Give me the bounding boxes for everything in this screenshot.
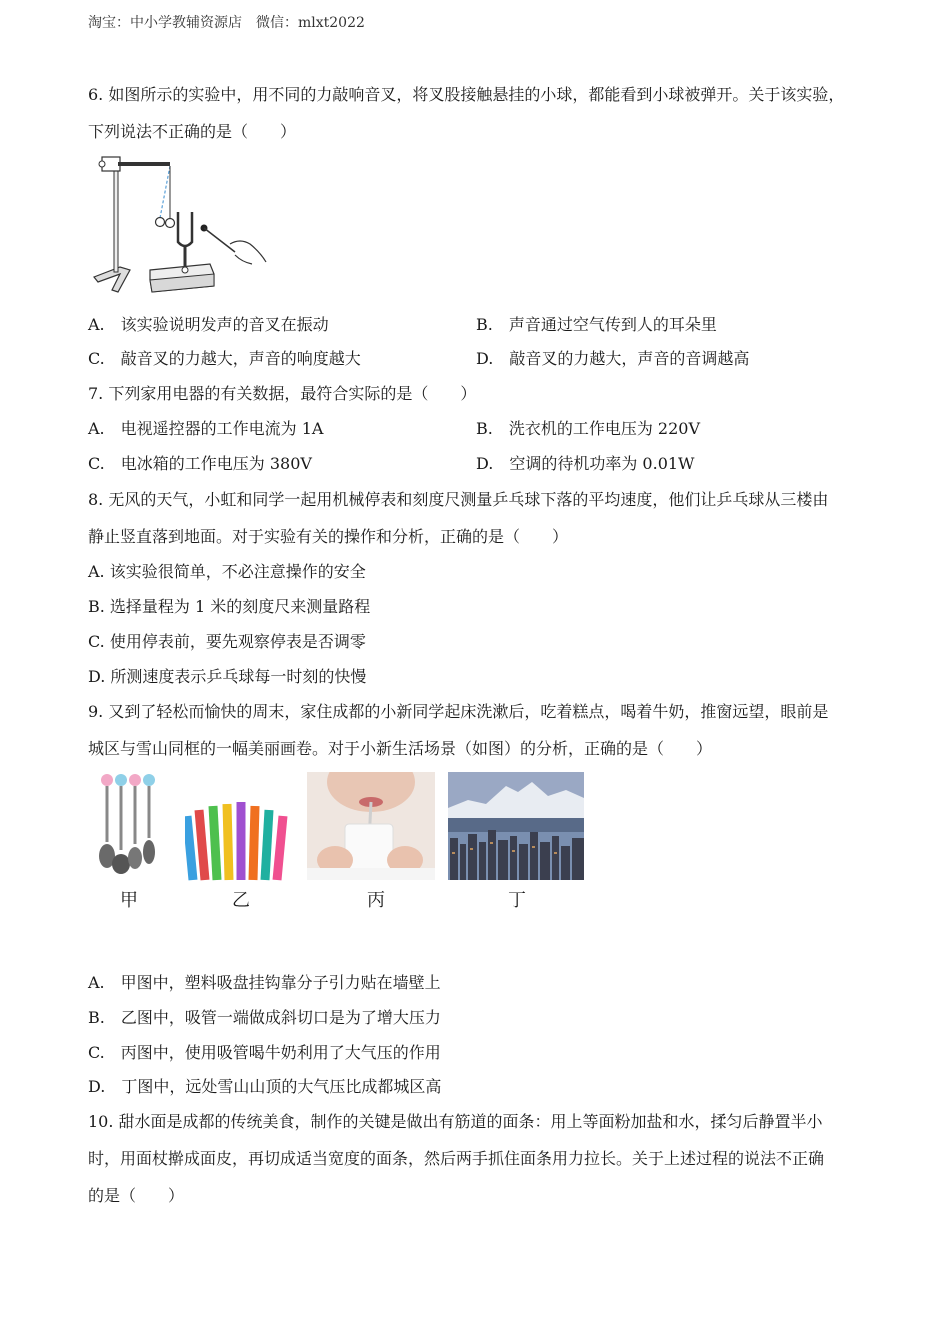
tuning-fork-experiment-figure xyxy=(90,152,270,297)
q10-stem-line1: 10. 甜水面是成都的传统美食，制作的关键是做出有筋道的面条：用上等面粉加盐和水，揉匀后静置半小 xyxy=(88,1112,823,1131)
q8-option-b[interactable]: B. 选择量程为 1 米的刻度尺来测量路程 xyxy=(88,597,371,616)
q8-option-c[interactable]: C. 使用停表前，要先观察停表是否调零 xyxy=(88,632,366,651)
q7-option-d[interactable]: D. 空调的待机功率为 0.01W xyxy=(476,454,695,473)
colorful-straws-photo xyxy=(185,802,293,882)
q8-stem-line1: 8. 无风的天气，小虹和同学一起用机械停表和刻度尺测量乒乓球下落的平均速度，他们让乒乓球从三楼由 xyxy=(88,490,829,509)
q8-stem-line2: 静止竖直落到地面。对于实验有关的操作和分析，正确的是（ ） xyxy=(88,527,569,546)
q6-option-b[interactable]: B. 声音通过空气传到人的耳朵里 xyxy=(476,315,717,334)
q9-option-b[interactable]: B. 乙图中，吸管一端做成斜切口是为了增大压力 xyxy=(88,1008,441,1027)
q10-stem-line3: 的是（ ） xyxy=(88,1186,185,1205)
q7-stem: 7. 下列家用电器的有关数据，最符合实际的是（ ） xyxy=(88,384,477,403)
q6-stem-line1: 6. 如图所示的实验中，用不同的力敲响音叉，将叉股接触悬挂的小球，都能看到小球被弹开。关于该实验， xyxy=(88,85,845,104)
q6-option-d[interactable]: D. 敲音叉的力越大，声音的音调越高 xyxy=(476,349,750,368)
q8-option-a[interactable]: A. 该实验很简单，不必注意操作的安全 xyxy=(88,562,366,581)
q10-stem-line2: 时，用面杖擀成面皮，再切成适当宽度的面条，然后两手抓住面条用力拉长。关于上述过程的说法不正确 xyxy=(88,1149,825,1168)
figure-caption-ding: 丁 xyxy=(508,890,526,911)
city-snow-mountain-photo xyxy=(448,772,584,880)
page-header: 淘宝：中小学教辅资源店 微信：mlxt2022 xyxy=(88,15,365,31)
q9-stem-line2: 城区与雪山同框的一幅美丽画卷。对于小新生活场景（如图）的分析，正确的是（ ） xyxy=(88,739,713,758)
drinking-milk-photo xyxy=(307,772,435,880)
figure-caption-bing: 丙 xyxy=(367,890,385,911)
q9-option-a[interactable]: A. 甲图中，塑料吸盘挂钩靠分子引力贴在墙壁上 xyxy=(88,973,441,992)
q7-option-a[interactable]: A. 电视遥控器的工作电流为 1A xyxy=(88,419,324,438)
figure-caption-jia: 甲 xyxy=(120,890,138,911)
q9-stem-line1: 9. 又到了轻松而愉快的周末，家住成都的小新同学起床洗漱后，吃着糕点，喝着牛奶，推窗远望，眼前是 xyxy=(88,702,829,721)
q9-option-d[interactable]: D. 丁图中，远处雪山山顶的大气压比成都城区高 xyxy=(88,1077,442,1096)
q9-option-c[interactable]: C. 丙图中，使用吸管喝牛奶利用了大气压的作用 xyxy=(88,1043,441,1062)
q6-option-c[interactable]: C. 敲音叉的力越大，声音的响度越大 xyxy=(88,349,361,368)
suction-hook-utensils-photo xyxy=(95,772,163,882)
q6-stem-line2: 下列说法不正确的是（ ） xyxy=(88,122,297,141)
q6-option-a[interactable]: A. 该实验说明发声的音叉在振动 xyxy=(88,315,329,334)
q7-option-c[interactable]: C. 电冰箱的工作电压为 380V xyxy=(88,454,312,473)
q8-option-d[interactable]: D. 所测速度表示乒乓球每一时刻的快慢 xyxy=(88,667,367,686)
figure-caption-yi: 乙 xyxy=(232,890,250,911)
q7-option-b[interactable]: B. 洗衣机的工作电压为 220V xyxy=(476,419,701,438)
